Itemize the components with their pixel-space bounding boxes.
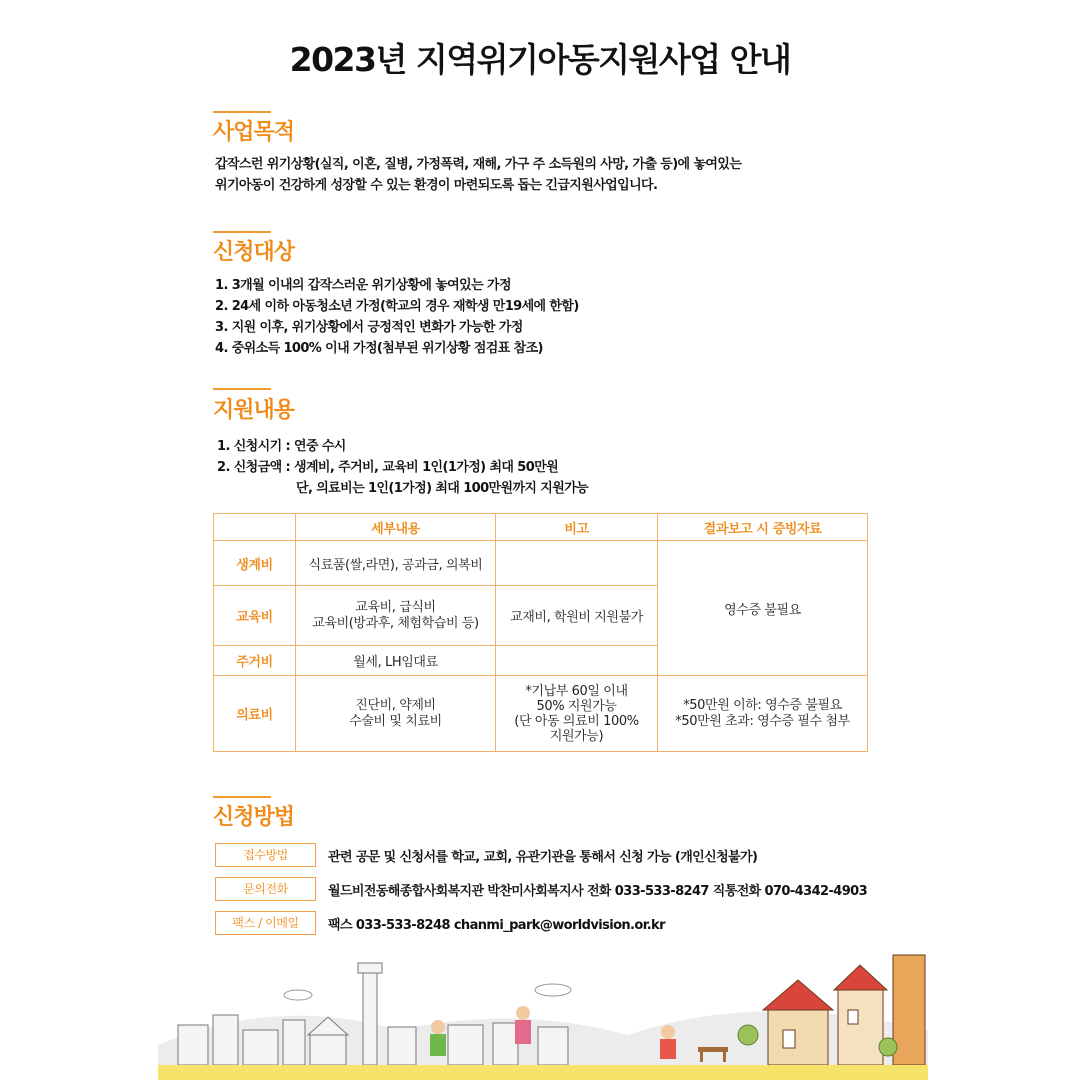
section-divider (213, 111, 271, 113)
list-item: 1. 신청시기 : 연중 수시 (217, 439, 346, 454)
method-text: 팩스 033-533-8248 chanmi_park@worldvision.or.kr (328, 918, 665, 933)
list-item: 단, 의료비는 1인(1가정) 최대 100만원까지 지원가능 (296, 481, 589, 496)
row-note (496, 646, 658, 676)
method-text: 관련 공문 및 신청서를 학교, 교회, 유관기관을 통해서 신청 가능 (개인신청불가) (328, 850, 758, 865)
eligibility-list (215, 275, 579, 359)
method-label: 접수방법 (215, 843, 316, 867)
ground-strip (158, 1065, 928, 1080)
method-label: 팩스 / 이메일 (215, 911, 316, 935)
list-item: 1. 3개월 이내의 갑작스러운 위기상황에 놓여있는 가정 (215, 278, 511, 293)
row-note (496, 541, 658, 586)
purpose-line: 갑작스런 위기상황(실직, 이혼, 질병, 가정폭력, 재해, 가구 주 소득원의 사망, 가출 등)에 놓여있는 (215, 157, 742, 172)
section-heading-support: 지원내용 (213, 398, 295, 423)
row-note: 교재비, 학원비 지원불가 (496, 586, 658, 646)
row-detail: 월세, LH임대료 (296, 646, 496, 676)
row-detail: 교육비, 급식비 교육비(방과후, 체험학습비 등) (296, 586, 496, 646)
row-detail: 진단비, 약제비 수술비 및 치료비 (296, 676, 496, 752)
list-item: 2. 24세 이하 아동청소년 가정(학교의 경우 재학생 만19세에 한함) (215, 299, 579, 314)
row-detail: 식료품(쌀,라면), 공과금, 의복비 (296, 541, 496, 586)
section-divider (213, 796, 271, 798)
section-divider (213, 388, 271, 390)
support-list (217, 436, 588, 499)
row-category: 생계비 (214, 541, 296, 586)
purpose-line: 위기아동이 건강하게 성장할 수 있는 환경이 마련되도록 돕는 긴급지원사업입니다. (215, 178, 658, 193)
row-note: *기납부 60일 이내 50% 지원가능 (단 아동 의료비 100% 지원가능) (496, 676, 658, 752)
section-heading-method: 신청방법 (213, 805, 295, 830)
row-evidence: *50만원 이하: 영수증 불필요 *50만원 초과: 영수증 필수 첨부 (658, 676, 868, 752)
table-row (214, 541, 868, 586)
row-category: 의료비 (214, 676, 296, 752)
table-header-detail: 세부내용 (296, 514, 496, 541)
table-header-note: 비고 (496, 514, 658, 541)
purpose-text (215, 154, 741, 196)
table-row (214, 676, 868, 752)
table-header-blank (214, 514, 296, 541)
town-illustration (158, 935, 928, 1080)
support-table (213, 513, 868, 752)
row-category: 교육비 (214, 586, 296, 646)
list-item: 2. 신청금액 : 생계비, 주거비, 교육비 1인(1가정) 최대 50만원 (217, 460, 559, 475)
row-category: 주거비 (214, 646, 296, 676)
section-divider (213, 231, 271, 233)
section-heading-eligibility: 신청대상 (213, 240, 295, 265)
method-text: 월드비전동해종합사회복지관 박찬미사회복지사 전화 033-533-8247 직통전화 070-4342-4903 (328, 884, 868, 899)
table-header-row (214, 514, 868, 541)
section-heading-purpose: 사업목적 (213, 120, 295, 145)
page-title: 2023년 지역위기아동지원사업 안내 (289, 40, 791, 79)
table-header-evidence: 결과보고 시 증빙자료 (658, 514, 868, 541)
row-evidence: 영수증 불필요 (658, 541, 868, 676)
list-item: 3. 지원 이후, 위기상황에서 긍정적인 변화가 가능한 가정 (215, 320, 523, 335)
method-label: 문의전화 (215, 877, 316, 901)
houses-left (178, 963, 568, 1065)
clouds (284, 984, 571, 1000)
houses-right (763, 955, 925, 1065)
list-item: 4. 중위소득 100% 이내 가정(첨부된 위기상황 점검표 참조) (215, 341, 543, 356)
